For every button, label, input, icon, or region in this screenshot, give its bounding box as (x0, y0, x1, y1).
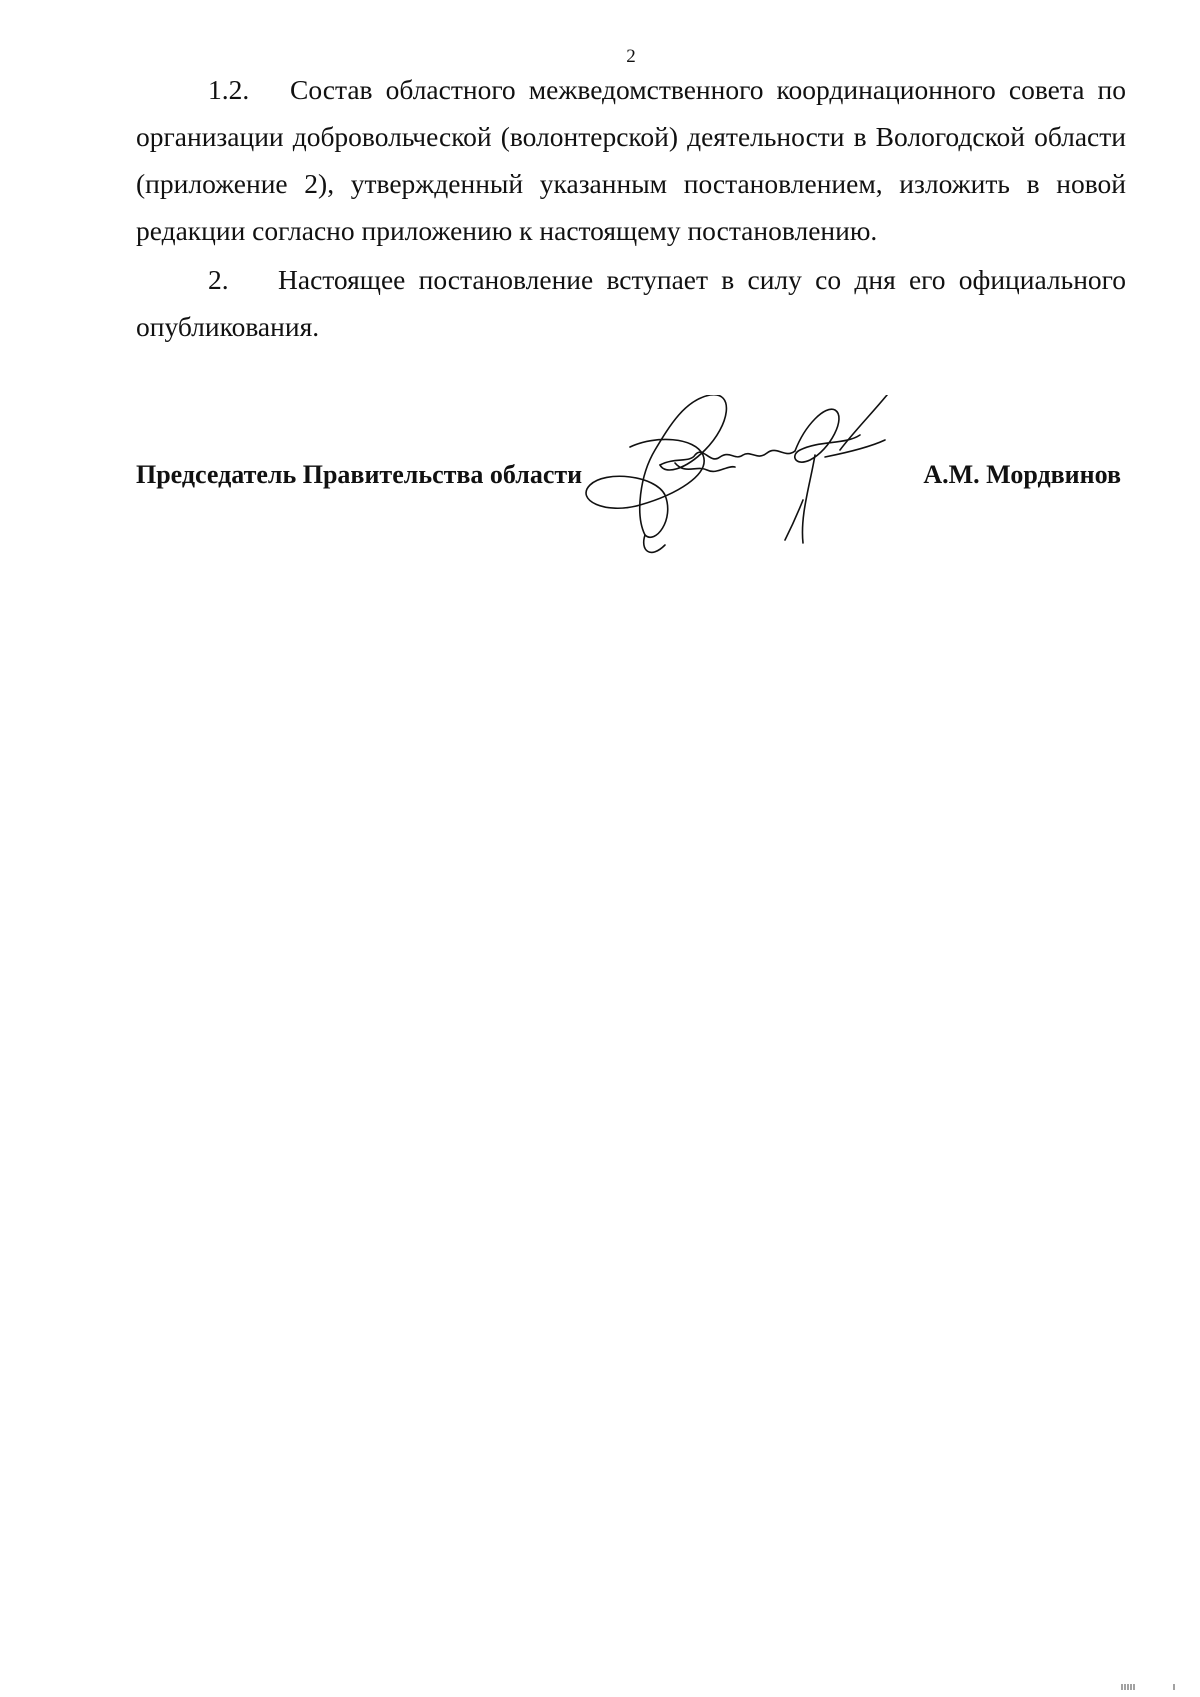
paragraph-text: Состав областного межведомственного координационного совета по организации добровольческой (волонтерской) деятельности в Вологодской области (приложение 2), утвержденный указанным постановлением, изложить в новой редакции согласно приложению к настоящему постановлению. (136, 74, 1126, 246)
handwritten-signature (585, 395, 930, 595)
document-body (136, 66, 1126, 350)
paragraph-number: 1.2. (208, 74, 250, 105)
signatory-position: Председатель Правительства области (136, 460, 583, 489)
paragraph-number: 2. (208, 264, 229, 295)
paragraph-text: Настоящее постановление вступает в силу со дня его официального опубликования. (136, 264, 1126, 342)
signatory-name: А.М. Мордвинов (923, 460, 1121, 489)
paragraph-1-2 (136, 66, 1126, 254)
paragraph-2 (136, 256, 1126, 350)
page-number: 2 (626, 46, 636, 67)
scan-mark-icon (1120, 1683, 1180, 1691)
